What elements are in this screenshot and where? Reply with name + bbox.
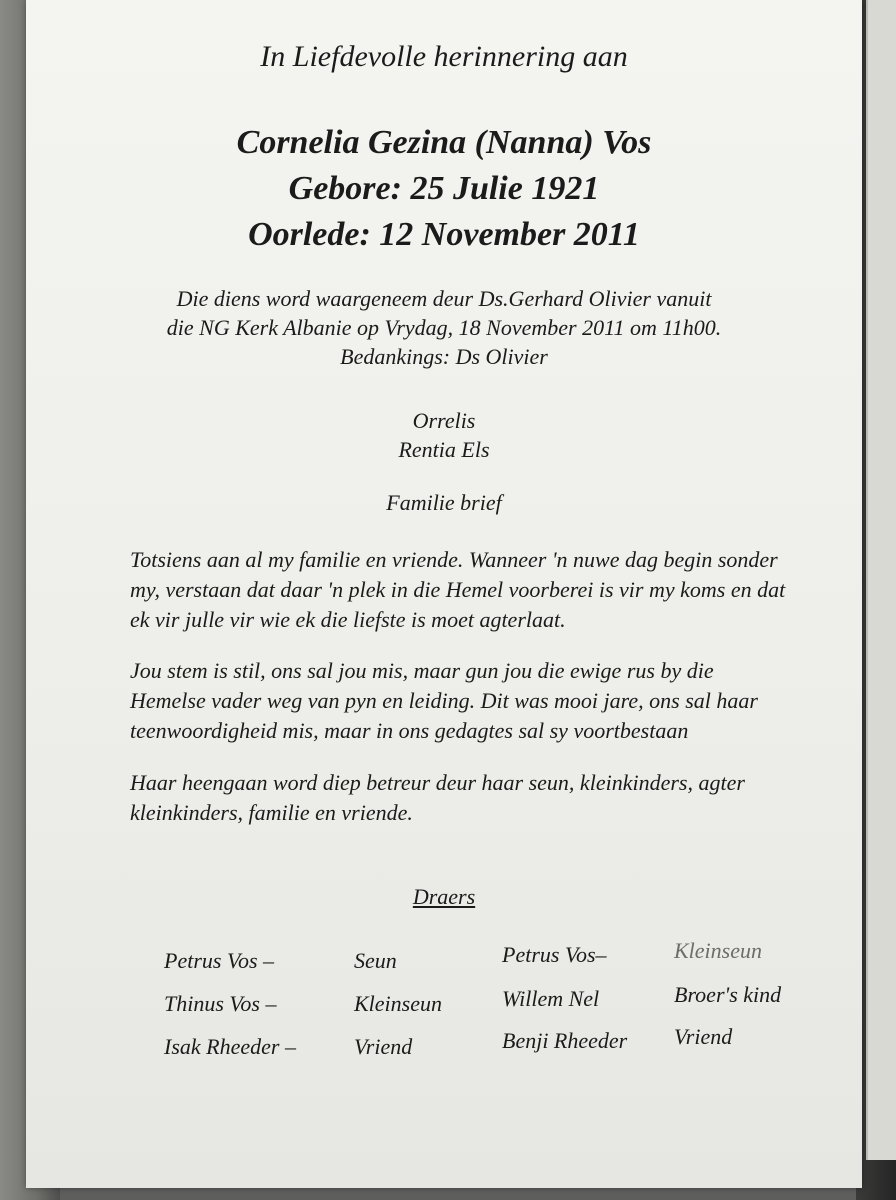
bearer-relation: Seun <box>354 948 397 973</box>
bearer-relation: Vriend <box>354 1034 413 1059</box>
bearer-name: Petrus Vos – <box>164 948 274 973</box>
service-line-2: die NG Kerk Albanie op Vrydag, 18 November 2011 om 11h00. <box>166 315 722 340</box>
organist-block <box>26 406 862 464</box>
service-details <box>26 284 862 371</box>
deceased-name: Cornelia Gezina (Nanna) Vos <box>236 124 652 161</box>
bearer-relation: Kleinseun <box>354 991 442 1016</box>
organist-name: Rentia Els <box>398 437 490 462</box>
memorial-page <box>26 0 862 1188</box>
bearer-name: Thinus Vos – <box>164 991 277 1016</box>
family-letter-paragraph-2: Jou stem is stil, ons sal jou mis, maar gun jou die ewige rus by die Hemelse vader weg van pyn en leiding. Dit was mooi jare, ons sal haar teenwoordigheid mis, maar in ons gedagtes sal sy voortbestaan <box>130 658 758 743</box>
service-line-3: Bedankings: Ds Olivier <box>340 344 548 369</box>
birth-date: Gebore: 25 Julie 1921 <box>288 170 600 207</box>
pallbearers-title: Draers <box>412 884 476 909</box>
service-line-1: Die diens word waargeneem deur Ds.Gerhard Olivier vanuit <box>176 286 712 311</box>
memorial-heading: In Liefdevolle herinnering aan <box>260 40 628 73</box>
family-letter-paragraph-1: Totsiens aan al my familie en vriende. Wanneer 'n nuwe dag begin sonder my, verstaan dat daar 'n plek in die Hemel voorberei is vir my koms en dat ek vir julle vir wie ek die liefste is moet agterlaat. <box>130 547 786 632</box>
death-date: Oorlede: 12 November 2011 <box>248 216 640 253</box>
family-letter-paragraph-3: Haar heengaan word diep betreur deur haar seun, kleinkinders, agter kleinkinders, familie en vriende. <box>130 770 745 825</box>
bearer-name: Petrus Vos– <box>502 942 607 967</box>
bearer-relation: Kleinseun <box>674 938 762 963</box>
bearer-name: Willem Nel <box>502 986 600 1011</box>
adjacent-page-edge <box>866 0 896 1160</box>
bearer-relation: Broer's kind <box>674 982 782 1007</box>
bearer-relation: Vriend <box>674 1024 733 1049</box>
deceased-block <box>26 120 862 258</box>
bearer-name: Isak Rheeder – <box>164 1034 296 1059</box>
bearer-name: Benji Rheeder <box>502 1028 628 1053</box>
organist-label: Orrelis <box>412 408 476 433</box>
family-letter-title: Familie brief <box>386 490 502 515</box>
